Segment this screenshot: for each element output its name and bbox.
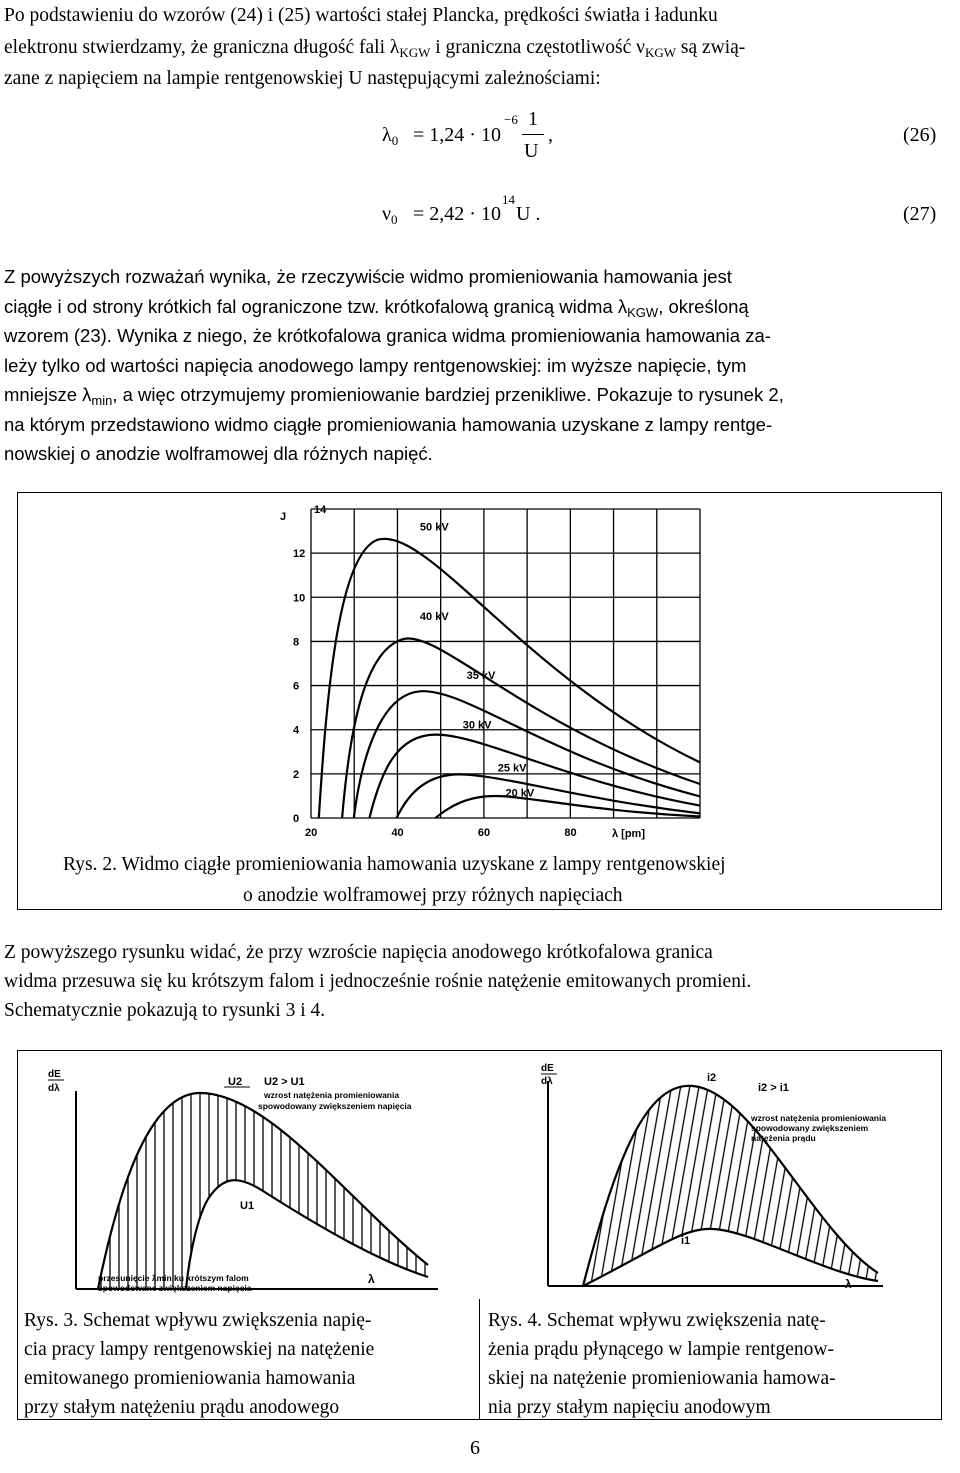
eq26-fraction-bar <box>522 134 544 135</box>
fig2-y-tick-label: 8 <box>293 636 300 649</box>
fig2-x-tick-label: 40 <box>391 827 404 839</box>
eq27-rhs: = 2,42 · 10 <box>413 203 501 225</box>
fig3-y-label-num: dE <box>48 1069 61 1080</box>
figure-2 <box>17 492 942 910</box>
fig3-x-label: λ <box>368 1272 375 1286</box>
fig4-legend-line-1: wzrost natężenia promieniowania <box>751 1113 887 1123</box>
fig3-u2-label: U2 <box>228 1076 243 1088</box>
fig2-curve-label: 30 kV <box>462 719 492 732</box>
fig2-y-tick-label: 6 <box>293 680 300 693</box>
figure-2-graph <box>18 493 941 909</box>
fig2-y-tick-label: 0 <box>293 813 300 825</box>
para3-line-1: Z powyższego rysunku widać, że przy wzroście napięcia anodowego krótkofalowa granica <box>4 942 713 963</box>
eq27-tail: U . <box>516 203 541 225</box>
fig3-legend-line-1: wzrost natężenia promieniowania <box>264 1090 400 1100</box>
figure-3-caption <box>24 1306 474 1422</box>
eq26-lhs: $\lambda_0$ <box>382 124 399 148</box>
para2-line-5: mniejsze $\lambda_{min}$, a więc otrzymujemy promieniowanie bardziej przenikliwe. Pokazuje to rysunek 2, <box>4 384 784 408</box>
fig3-caption-line-4: przy stałym natężeniu prądu anodowego <box>24 1397 340 1418</box>
fig2-y-tick-label: 2 <box>293 768 300 781</box>
para3-line-2: widma przesuwa się ku krótszym falom i jednocześnie rośnie natężenie emitowanych promieni. <box>4 971 752 992</box>
paragraph-3 <box>4 938 956 1025</box>
fig4-y-label-num: dE <box>541 1063 554 1074</box>
fig4-y-label-den: dλ <box>541 1076 553 1087</box>
intro-line-3: zane z napięciem na lampie rentgenowskiej U następującymi zależnościami: <box>4 68 601 89</box>
eq27-lhs: $\nu_0$ <box>382 203 398 227</box>
figure-3-graph <box>18 1051 468 1301</box>
fig2-x-axis-label: λ [pm] <box>612 828 645 840</box>
eq26-number: (26) <box>903 124 937 146</box>
para2-line-6: na którym przedstawiono widmo ciągłe promieniowania hamowania uzyskane z lampy rentge- <box>4 413 773 435</box>
intro-line-2: elektronu stwierdzamy, że graniczna długość fali $\lambda_{KGW}$ i graniczna częstotliwość $\nu_{KGW}$ są zwią- <box>4 36 746 60</box>
fig3-caption-line-1: Rys. 3. Schemat wpływu zwiększenia napię- <box>24 1310 372 1331</box>
para2-line-2: ciągłe i od strony krótkich fal ograniczone tzw. krótkofalową granicą widma $\lambda_{KGW}$, określoną <box>4 295 749 320</box>
eq26-rhs: = 1,24 · 10 <box>413 124 501 146</box>
fig4-i1-label: i1 <box>681 1235 691 1247</box>
figure-4-caption <box>488 1306 933 1422</box>
intro-line-1: Po podstawieniu do wzorów (24) i (25) wartości stałej Plancka, prędkości światła i ładunku <box>4 5 718 26</box>
para2-line-1: Z powyższych rozważań wynika, że rzeczywiście widmo promieniowania hamowania jest <box>4 266 732 287</box>
fig4-legend-line-2: spowodowany zwiększeniem <box>751 1123 869 1133</box>
figures-divider <box>479 1299 480 1419</box>
figures-3-4 <box>17 1050 942 1420</box>
eq26-exponent: −6 <box>504 112 518 127</box>
fig4-legend-relation: i2 > i1 <box>758 1082 789 1094</box>
fig2-y-tick-label: 12 <box>293 548 306 561</box>
eq27-exponent: 14 <box>502 192 515 207</box>
fig4-caption-line-1: Rys. 4. Schemat wpływu zwiększenia natę- <box>488 1310 826 1331</box>
figure-2-labels <box>280 504 645 840</box>
para2-line-4: leży tylko od wartości napięcia anodowego lampy rentgenowskiej: im wyższe napięcie, tym <box>4 354 747 376</box>
para2-line-3: wzorem (23). Wynika z niego, że krótkofalowa granica widma promieniowania hamowania za- <box>4 325 771 346</box>
figure-4-graph <box>493 1051 933 1301</box>
fig4-legend-line-3: natężenia prądu <box>751 1133 816 1143</box>
fig2-y-axis-label: J <box>280 511 287 523</box>
fig2-y-tick-label: 10 <box>293 592 306 605</box>
para2-line-7: nowskiej o anodzie wolframowej dla różnych napięć. <box>4 443 433 464</box>
fig2-x-tick-label: 60 <box>477 827 491 839</box>
eq26-fraction-denominator: U <box>524 140 539 162</box>
fig3-legend-line-2: spowodowany zwiększeniem napięcia <box>258 1101 412 1111</box>
figure-2-caption-line-2: o anodzie wolframowej przy różnych napięciach <box>243 885 623 906</box>
intro-paragraph <box>4 0 956 95</box>
paragraph-2 <box>4 262 956 469</box>
fig4-caption-line-3: skiej na natężenie promieniowania hamowa- <box>488 1368 836 1389</box>
fig3-u1-label: U1 <box>240 1200 255 1212</box>
eq26-tail: , <box>548 124 553 146</box>
fig2-y-tick-label: 4 <box>293 724 300 737</box>
fig3-y-label-den: dλ <box>48 1083 60 1094</box>
fig2-curve-0 <box>319 539 700 818</box>
figure-2-curves <box>319 539 700 818</box>
page-number: 6 <box>470 1437 480 1459</box>
fig3-caption-line-2: cia pracy lampy rentgenowskiej na natężenie <box>24 1339 375 1360</box>
fig3-bottom-line-2: spowodowane zwiększeniem napięcia <box>98 1283 252 1293</box>
fig3-bottom-line-1: przesunięcie λmin ku krótszym falom <box>98 1273 249 1283</box>
fig2-curve-label: 50 kV <box>419 521 449 534</box>
fig2-y-tick-label: 14 <box>314 504 327 516</box>
para3-line-3: Schematycznie pokazują to rysunki 3 i 4. <box>4 1000 326 1021</box>
fig2-curve-label: 25 kV <box>497 762 527 775</box>
fig3-legend-relation: U2 > U1 <box>264 1076 305 1088</box>
fig2-x-tick-label: 80 <box>564 827 577 839</box>
fig3-caption-line-3: emitowanego promieniowania hamowania <box>24 1368 356 1389</box>
fig4-caption-line-4: nia przy stałym napięciu anodowym <box>488 1397 771 1418</box>
fig4-x-label: λ <box>845 1277 852 1291</box>
fig2-curve-label: 20 kV <box>505 787 535 800</box>
eq26-fraction-numerator: 1 <box>528 108 538 130</box>
figure-2-caption-line-1: Rys. 2. Widmo ciągłe promieniowania hamowania uzyskane z lampy rentgenowskiej <box>63 854 726 875</box>
fig2-curve-label: 35 kV <box>466 669 496 682</box>
eq27-number: (27) <box>903 203 937 225</box>
fig4-caption-line-2: żenia prądu płynącego w lampie rentgenow- <box>488 1339 834 1360</box>
fig4-i2-label: i2 <box>707 1072 717 1084</box>
fig2-x-tick-label: 20 <box>305 827 318 839</box>
fig2-curve-label: 40 kV <box>419 611 449 624</box>
